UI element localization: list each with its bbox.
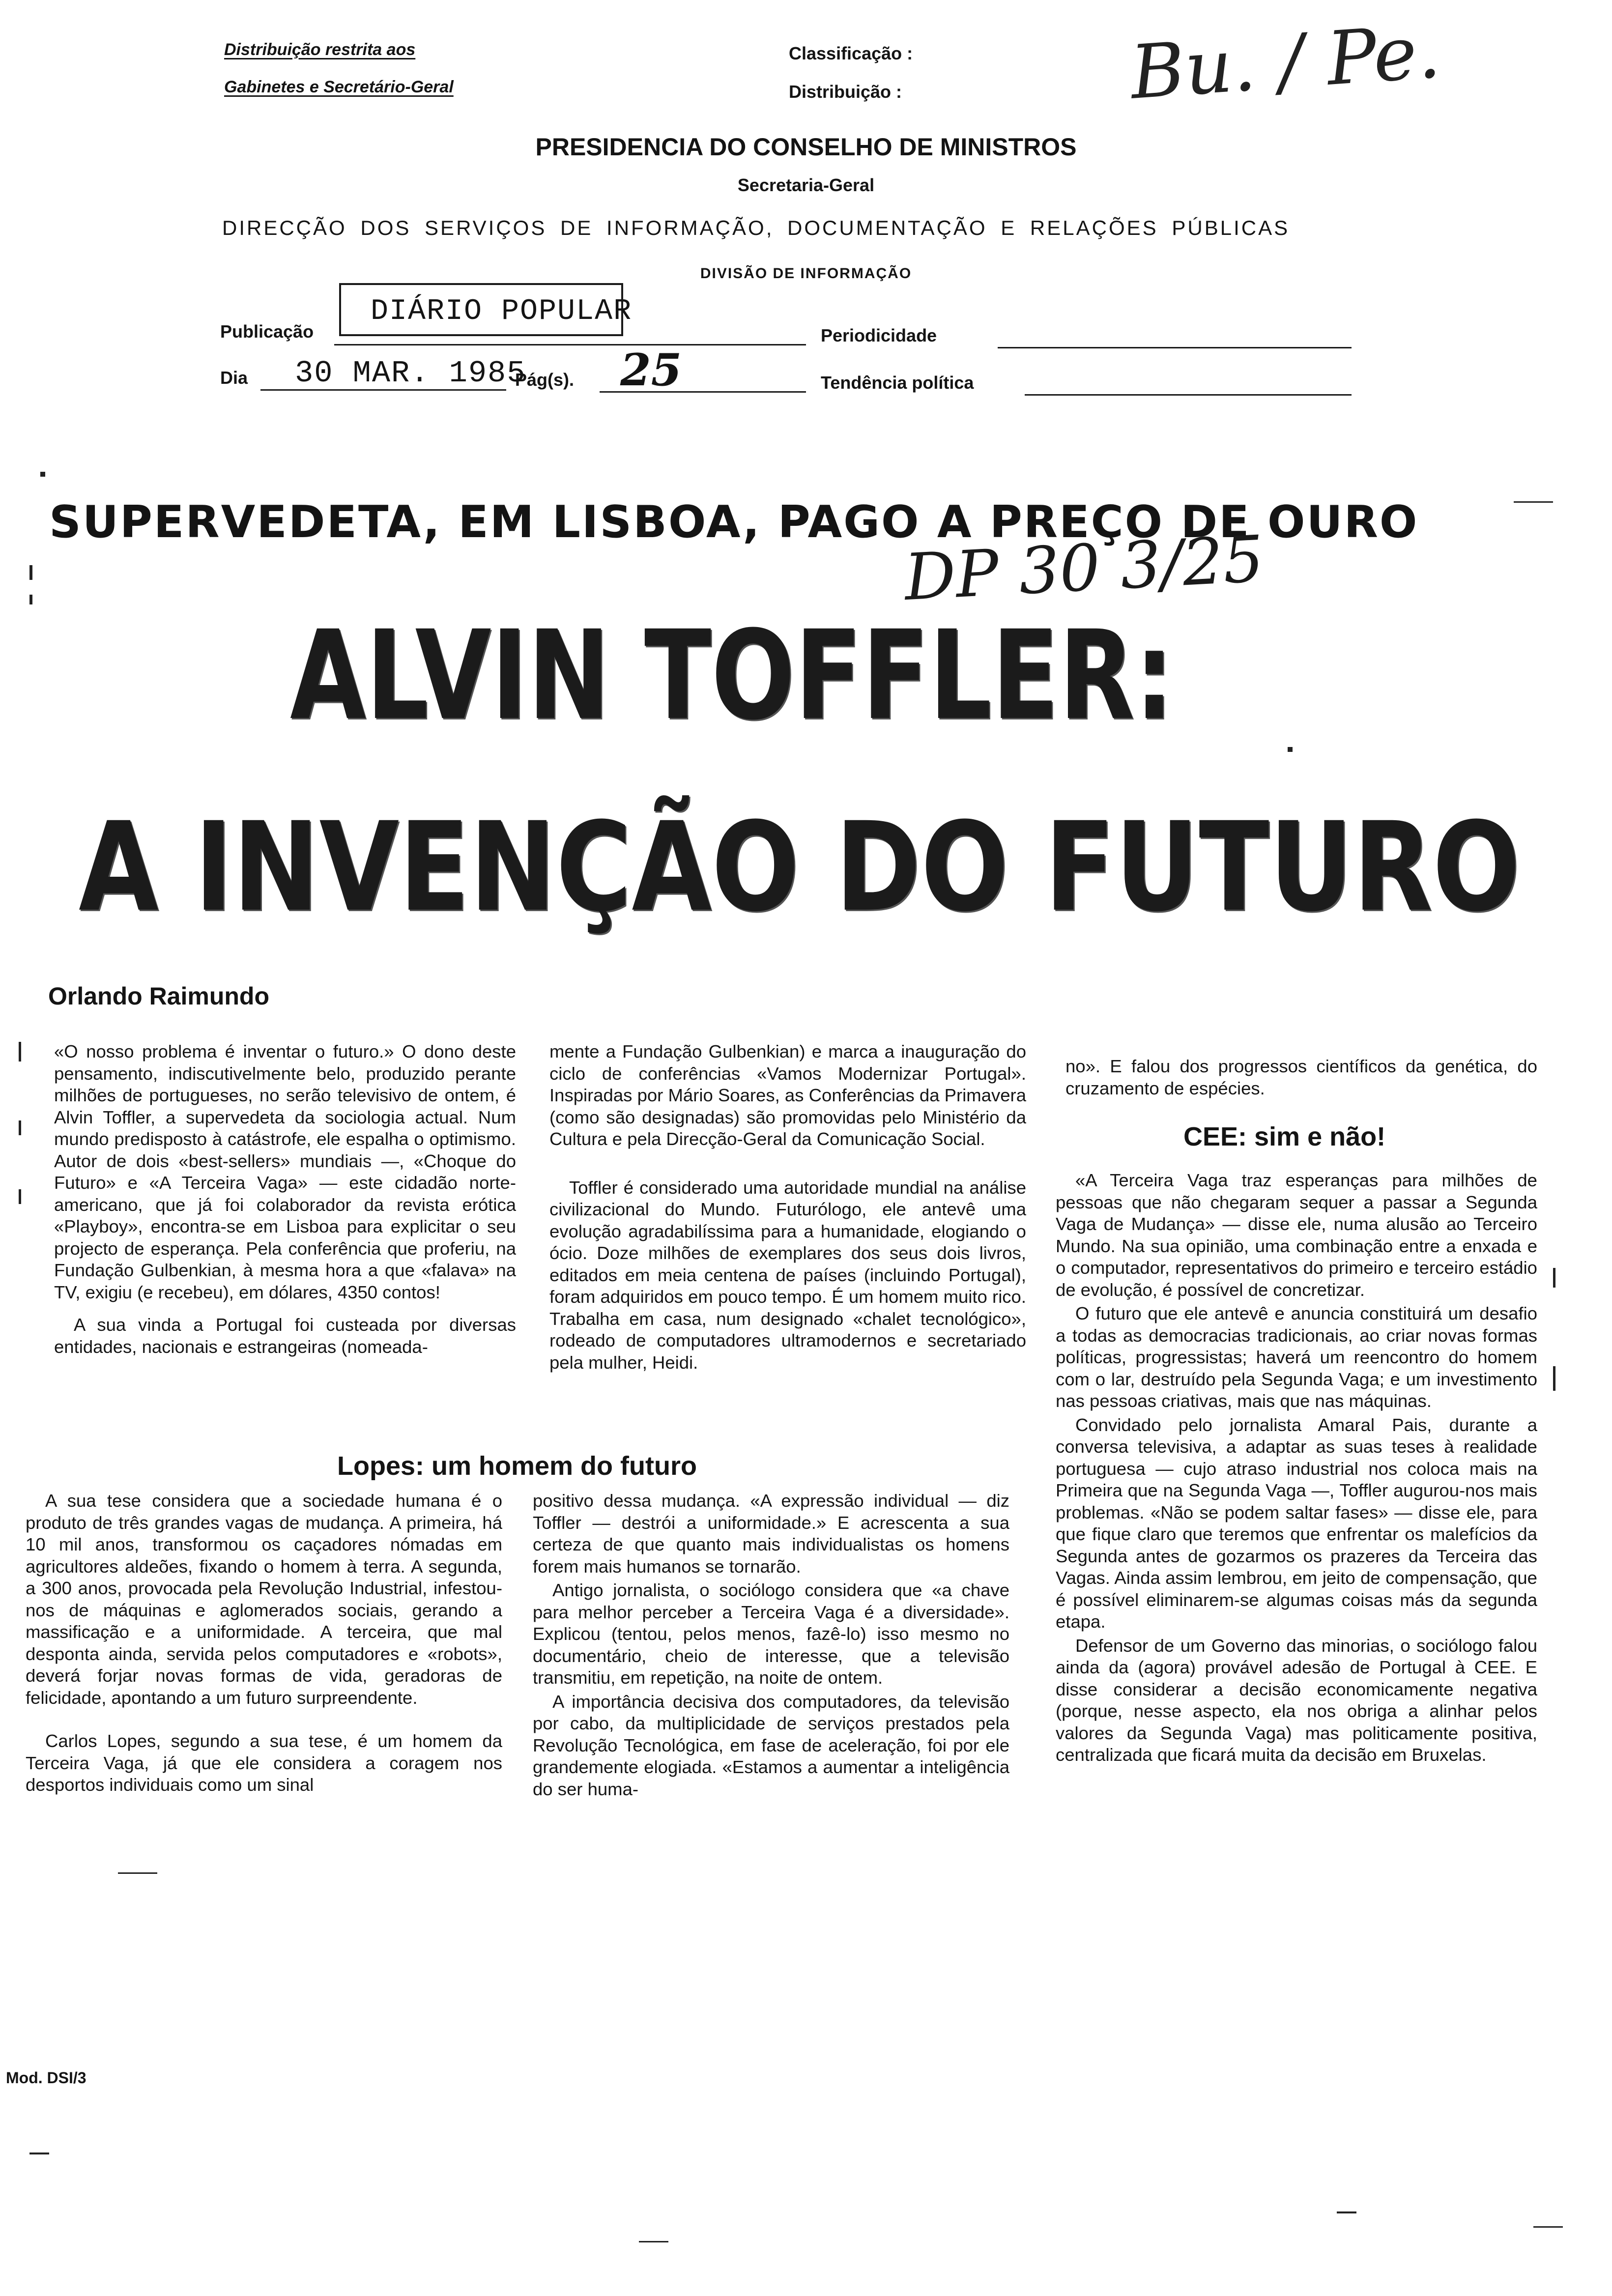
col3-intro-paragraph: no». E falou dos progressos científicos da genética, do cruzamento de espécies. bbox=[1065, 1056, 1537, 1098]
pages-label: Pág(s). bbox=[515, 370, 575, 390]
division-title: DIVISÃO DE INFORMAÇÃO bbox=[700, 265, 912, 282]
title-line-1: ALVIN TOFFLER: bbox=[290, 604, 1174, 747]
classification-label: Classificação : bbox=[789, 43, 913, 63]
col3-paragraph-1: «A Terceira Vaga traz esperanças para milhões de pessoas que não chegaram sequer a passar a Segunda Vaga de Mudança» — disse ele, numa alusão ao Terceiro Mundo. Na sua opinião, uma combinação entre a enxada e o computador, representativos do primeiro e terceiro estádio de evolução, é possível de concretizar. bbox=[1056, 1170, 1537, 1300]
pages-value: 25 bbox=[620, 344, 682, 396]
publication-value: DIÁRIO POPULAR bbox=[371, 295, 633, 328]
top-column-2 bbox=[549, 1041, 1026, 1374]
top-col2-paragraph-1: mente a Fundação Gulbenkian) e marca a inauguração do ciclo de conferências «Vamos Modernizar Portugal». Inspiradas por Mário Soares, as Conferências da Primavera (como são designadas) são promovidas pelo Ministério da Cultura e pela Direcção-Geral da Comunicação Social. bbox=[549, 1041, 1026, 1149]
handwritten-reference: DP 30 3/25 bbox=[902, 521, 1266, 615]
publication-stamp bbox=[339, 283, 633, 336]
subhead-cee: CEE: sim e não! bbox=[1183, 1122, 1386, 1151]
distribution-label: Distribuição : bbox=[789, 82, 902, 102]
lower-col2-paragraph-3: A importância decisiva dos computadores, da televisão por cabo, da multiplicidade de serviços prestados pela Revolução Tecnológica, em fase de aceleração, foi por ele grandemente elogiada. «Estamos a aumentar a inteligência do ser huma- bbox=[533, 1691, 1009, 1799]
top-col2-paragraph-2: Toffler é considerado uma autoridade mundial na análise civilizacional do Mundo. Futurólogo, ele antevê uma evolução agradabilíssima para a humanidade, elogiando o ócio. Doze milhões de exemplares dos seus dois livros, editados em meia centena de países (incluindo Portugal), foram adquiridos em pouco tempo. É um homem muito rico. Trabalha em casa, num designado «chalet tecnológico», rodeado de computadores ultramodernos e secretariado pela mulher, Heidi. bbox=[549, 1177, 1026, 1373]
pages-underline bbox=[600, 391, 806, 393]
lower-col2-paragraph-1: positivo dessa mudança. «A expressão individual — diz Toffler — destrói a uniformidade.» E acrescenta a sua certeza de que quanto mais individualistas os homens forem mais humanos se tornarão. bbox=[533, 1491, 1009, 1577]
day-underline bbox=[260, 389, 506, 391]
directorate-title: DIRECÇÃO DOS SERVIÇOS DE INFORMAÇÃO, DOCUMENTAÇÃO E RELAÇÕES PÚBLICAS bbox=[222, 216, 1290, 239]
title-line-2: A INVENÇÃO DO FUTURO bbox=[79, 796, 1521, 939]
publication-label: Publicação bbox=[220, 321, 314, 342]
lower-col2-paragraph-2: Antigo jornalista, o sociólogo considera que «a chave para melhor perceber a Terceira Vaga é a diversidade». Explicou (tentou, pelos menos, fazê-lo) isso mesmo no documentário, cheio de interesse, que a televisão transmitiu, em repetição, na noite de ontem. bbox=[533, 1580, 1009, 1688]
col3-paragraph-3: Convidado pelo jornalista Amaral Pais, durante a conversa televisiva, a adaptar as suas teses à realidade portuguesa — cujo atraso industrial nos coloca mais na Primeira que na Segunda Vaga —, Toffler augurou-nos mais problemas. «Não se podem saltar fases» — disse ele, para que fique claro que teremos que enfrentar os malefícios da Segunda antes de gozarmos os prazeres da Terceira das Vagas. Ainda assim lembrou, em jeito de compensação, que é possível eliminarem-se algumas coisas más da segunda etapa. bbox=[1056, 1414, 1537, 1632]
office-title: PRESIDENCIA DO CONSELHO DE MINISTROS bbox=[535, 133, 1077, 161]
subhead-lopes: Lopes: um homem do futuro bbox=[337, 1451, 697, 1481]
byline: Orlando Raimundo bbox=[48, 982, 269, 1010]
lower-column-1 bbox=[26, 1490, 502, 1796]
lower-col1-paragraph-2: Carlos Lopes, segundo a sua tese, é um homem da Terceira Vaga, já que ele considera a coragem nos desportos individuais como um sinal bbox=[26, 1731, 502, 1795]
top-col1-paragraph-1: «O nosso problema é inventar o futuro.» O dono deste pensamento, indiscutivelmente belo, produzido perante milhões de portugueses, no serão televisivo de ontem, é Alvin Toffler, a supervedeta da sociologia actual. Num mundo predisposto à catástrofe, ele espalha o optimismo. Autor de dois «best-sellers» mundiais —, «Choque do Futuro» e «A Terceira Vaga» — este cidadão norte-americano, que já foi colaborador da revista erótica «Playboy», encontra-se em Lisboa para explicitar o seu projecto de esperança. Pela conferência que proferiu, na Fundação Gulbenkian, à mesma hora a que «falava» na TV, exigiu (e recebeu), em dólares, 4350 contos! bbox=[54, 1041, 516, 1302]
col3-paragraph-4: Defensor de um Governo das minorias, o sociólogo falou ainda da (agora) provável adesão de Portugal à CEE. E disse considerar a decisão economicamente negativa (porque, nesse aspecto, ela nos obriga a alinhar pelos valores da Segunda Vaga) mas politicamente positiva, centralizada que ficará muita da decisão em Bruxelas. bbox=[1056, 1635, 1537, 1765]
day-label: Dia bbox=[220, 368, 248, 388]
day-value: 30 MAR. 1985 bbox=[295, 356, 526, 391]
restricted-distribution-line2: Gabinetes e Secretário-Geral bbox=[224, 78, 454, 96]
col3-paragraph-2: O futuro que ele antevê e anuncia constituirá um desafio a todas as democracias tradicionais, ao criar novas formas políticas, progressistas; haverá um reencontro do homem com o lar, destruído pela Segunda Vaga; e um investimento nas pessoas criativas, mais que nas máquinas. bbox=[1056, 1303, 1537, 1411]
publication-underline bbox=[334, 344, 806, 345]
top-column-1 bbox=[54, 1041, 516, 1358]
col3-intro bbox=[1065, 1056, 1537, 1099]
periodicity-underline bbox=[998, 347, 1352, 348]
periodicity-label: Periodicidade bbox=[821, 325, 937, 345]
top-col1-paragraph-2: A sua vinda a Portugal foi custeada por diversas entidades, nacionais e estrangeiras (nomeada- bbox=[54, 1315, 516, 1357]
col3-body bbox=[1056, 1170, 1537, 1766]
handwritten-corner-note: Bu. / Pe. bbox=[1127, 9, 1443, 116]
form-code: Mod. DSI/3 bbox=[6, 2069, 86, 2087]
article-kicker: SUPERVEDETA, EM LISBOA, PAGO A PREÇO DE OURO bbox=[49, 496, 1419, 548]
tendency-label: Tendência política bbox=[821, 373, 974, 393]
tendency-underline bbox=[1025, 394, 1352, 396]
secretariat-title: Secretaria-Geral bbox=[737, 175, 875, 195]
lower-col1-paragraph-1: A sua tese considera que a sociedade humana é o produto de três grandes vagas de mudança. A primeira, há 10 mil anos, transformou os caçadores nómadas em agricultores aldeões, fixando o homem à terra. A segunda, a 300 anos, provocada pela Revolução Industrial, infestou-nos de máquinas e aglomerados sociais, gerando a massificação e a uniformidade. A terceira, que mal desponta ainda, servida pelos computadores e «robots», deverá forjar novas formas de vida, geradoras de felicidade, apontando a um futuro surpreendente. bbox=[26, 1491, 502, 1708]
lower-column-2 bbox=[533, 1490, 1009, 1800]
restricted-distribution-line1: Distribuição restrita aos bbox=[224, 40, 416, 59]
